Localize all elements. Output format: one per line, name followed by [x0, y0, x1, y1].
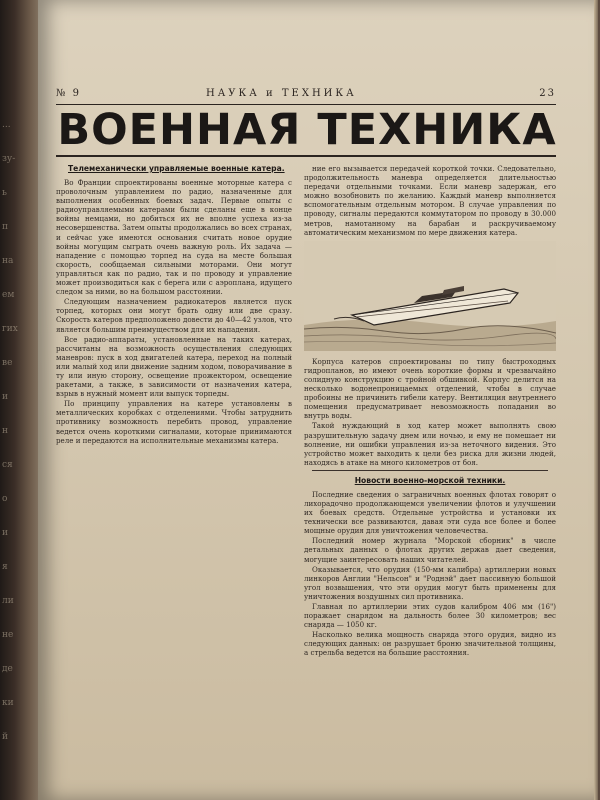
gutter-text-fragment: п: [2, 222, 8, 232]
title-rule: [56, 155, 556, 157]
article-paragraph: Оказывается, что орудия (150-мм калибра) артиллерии новых линкоров Англии "Нельсон" и "Роднэй" дает пассивную большой угол возвышения, что эти орудия могут быть применены для уничтожения воздушных сил противника.: [304, 564, 556, 601]
left-column: [56, 164, 292, 794]
article-headline: Новости военно-морской техники.: [354, 475, 506, 485]
gutter-text-fragment: ве: [2, 358, 13, 368]
issue-number: № 9: [56, 88, 82, 99]
gutter-text-fragment: и: [2, 392, 8, 402]
right-column: [304, 164, 556, 794]
article-paragraph: Последний номер журнала "Морской сборник" в числе детальных данных о флотах других держав дает сведения, могущие заинтересовать наших читателей.: [304, 536, 556, 564]
gutter-text-fragment: де: [2, 664, 13, 674]
gutter-text-fragment: ...: [2, 120, 11, 130]
article-paragraph: Все радио-аппараты, установленные на таких катерах, рассчитаны на возможность осуществления следующих маневров: пуск в ход двигателей катера, переход на полный или малый ход или движение задним ходом, поворачивание в ту или иную сторону, освещение прожектором, освещение ракетами, а также, в зависимости от назначения катера, взрыв в нужный момент или выпуск торпеды.: [56, 334, 292, 399]
gutter-text-fragment: не: [2, 630, 14, 640]
gutter-text-fragment: я: [2, 562, 8, 572]
article-paragraph: По принципу управления на катере установлены в металлических коробках с отделениями. Чтобы затруднить противнику возможность перебить провод, управление ведется очень короткими сигналами, которые принимаются реле и передаются на исполнительные механизмы катера.: [56, 399, 292, 445]
gutter-text-fragment: ся: [2, 460, 13, 470]
article-paragraph: Такой нуждающий в ход катер может выполнять свою разрушительную задачу днем или ночью, и ему не помешает ни волнение, ни ошибки управления из-за неточного видения. Это устройство может выходить к цели без риска для жизни людей, находясь в атаке на много километров от боя.: [304, 421, 556, 467]
book-binding: [0, 0, 42, 800]
article-paragraph: Насколько велика мощность снаряда этого орудия, видно из следующих данных: он разрушает броню значительной толщины, а стрельба ведется на большие расстояния.: [304, 630, 556, 658]
gutter-text-fragment: и: [2, 528, 8, 538]
section-title: ВОЕННАЯ ТЕХНИКА: [57, 105, 557, 155]
journal-name: НАУКА и ТЕХНИКА: [206, 88, 357, 99]
article-paragraph: Корпуса катеров спроектированы по типу быстроходных гидропланов, но имеют очень короткие формы и чрезвычайно солидную конструкцию с тройной обшивкой. Корпус делится на несколько водонепроницаемых отделений, чтобы в случае пробоины не причинить гибели катеру. Вентиляция внутреннего помещения предусматривает невозможность попадания во внутрь воды.: [304, 356, 556, 421]
article-paragraph: Следующим назначением радиокатеров является пуск торпед, которых они могут брать одну или две сразу. Скорость катеров предположено довести до 40—42 узлов, что является большим преимуществом для их нападения.: [56, 297, 292, 334]
gutter-text-fragment: ки: [2, 698, 14, 708]
article-divider: [312, 470, 548, 471]
gutter-text-fragment: о: [2, 494, 8, 504]
page-edge: [594, 0, 598, 800]
gutter-text-fragment: зу-: [2, 154, 16, 164]
journal-page: [38, 0, 598, 800]
gutter-text-fragment: н: [2, 426, 8, 436]
article-paragraph: ние его вызывается передачей короткой точки. Следовательно, продолжительность маневра определяется длительностью передачи отдельными точками. Если маневр задержан, его можно возобновить по желанию. Каждый маневр выполняется вспомогательным отдельным мотором. В случае управления по проводу, сигналы передаются коммутатором по проводу в 30.000 метров, намотанному на барабан и раскручиваемому автоматическим механизмом по мере движения катера.: [304, 164, 556, 237]
page-number: 23: [539, 88, 556, 99]
gutter-text-fragment: ь: [2, 188, 7, 198]
gutter-text-fragment: гих: [2, 324, 18, 334]
gutter-text-fragment: на: [2, 256, 14, 266]
gutter-text-fragment: ем: [2, 290, 15, 300]
article-headline: Телемеханически управляемые военные катера.: [68, 164, 285, 173]
gutter-text-fragment: ли: [2, 596, 14, 606]
motor-boat-illustration: [304, 241, 556, 351]
running-header: [56, 88, 556, 102]
article-paragraph: Последние сведения о заграничных военных флотах говорят о лихорадочно продолжающемся увеличении флотов и улучшении их боевых средств. Отдельные устройства и установки их технически все развиваются, давая эти суда все более и более мощные орудия для уничтожения человечества.: [304, 489, 556, 536]
article-paragraph: Во Франции спроектированы военные моторные катера с проволочным управлением по радио, назначенные для выполнения особенных боевых задач. Первые опыты с радиоуправляемыми катерами были сделаны еще в конце войны немцами, но добиться их не вполне успеха из-за несовершенства. Затем опыты продолжались во всех странах, и сейчас уже имеются основания считать новое орудие войны могущим сыграть очень важную роль. Их задача — нападение с помощью торпед на суда на месте большая скорость, сообщаемая сильными моторами. Они могут управляться как по радио, так и по проводу и управление может производиться как с берега или с аэроплана, идущего следом за ними, во на большом расстоянии.: [56, 178, 292, 297]
gutter-text-fragment: й: [2, 732, 8, 742]
article-paragraph: Главная по артиллерии этих судов калибром 406 мм (16") поражает снарядом на дальность более 30 километров; вес снаряда — 1050 кг.: [304, 602, 556, 630]
